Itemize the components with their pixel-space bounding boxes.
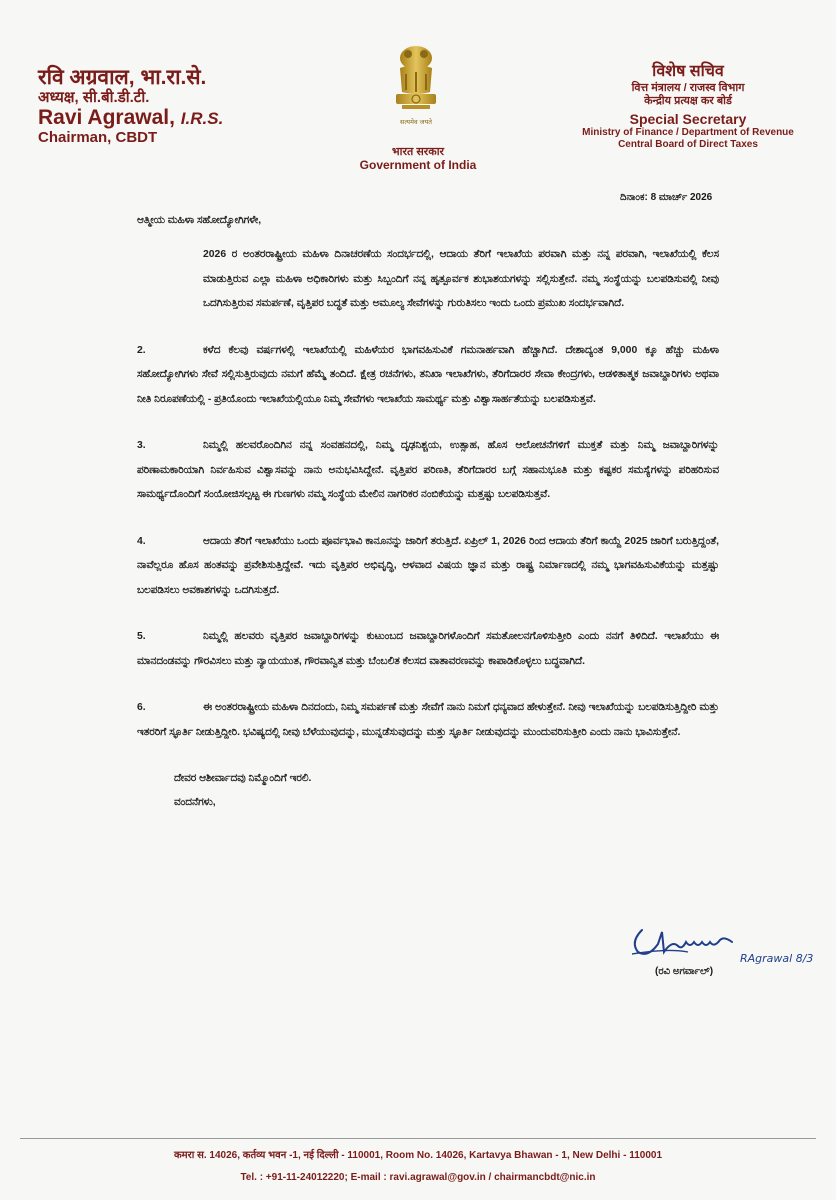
paragraph-number: 5.	[137, 631, 146, 642]
board-hindi: केन्द्रीय प्रत्यक्ष कर बोर्ड	[644, 94, 732, 107]
footer-contact: Tel. : +91-11-24012220; E-mail : ravi.agrawal@gov.in / chairmancbdt@nic.in	[240, 1172, 596, 1183]
signatory-name: (ರವಿ ಅಗರ್ವಾಲ್)	[655, 966, 714, 977]
paragraph-text: ಈ ಅಂತರರಾಷ್ಟ್ರೀಯ ಮಹಿಳಾ ದಿನದಂದು, ನಿಮ್ಮ ಸಮರ್ಪಣೆ ಮತ್ತು ಸೇವೆಗೆ ನಾನು ನಿಮಗೆ ಧನ್ಯವಾದ ಹೇಳುತ್ತೇನೆ. ನೀವು ಇಲಾಖೆಯನ್ನು ಬಲಪಡಿಸುತ್ತಿದ್ದೀರಿ ಮತ್ತು ಇತರರಿಗೆ ಸ್ಫೂರ್ತಿ ನೀಡುತ್ತಿದ್ದೀರಿ. ಭವಿಷ್ಯದಲ್ಲಿ ನೀವು ಬೆಳೆಯುವುದನ್ನು, ಮುನ್ನಡೆಸುವುದನ್ನು ಮತ್ತು ಸ್ಫೂರ್ತಿ ನೀಡುವುದನ್ನು ಮುಂದುವರಿಸುತ್ತೀರಿ ಎಂದು ನಾನು ಭಾವಿಸುತ್ತೇನೆ.	[137, 702, 719, 738]
letter-body	[137, 215, 719, 815]
paragraph-number: 3.	[137, 440, 146, 451]
paragraph-text: ಕಳೆದ ಕೆಲವು ವರ್ಷಗಳಲ್ಲಿ ಇಲಾಖೆಯಲ್ಲಿ ಮಹಿಳೆಯರ ಭಾಗವಹಿಸುವಿಕೆ ಗಮನಾರ್ಹವಾಗಿ ಹೆಚ್ಚಾಗಿದೆ. ದೇಶಾದ್ಯಂತ 9,000 ಕ್ಕೂ ಹೆಚ್ಚು ಮಹಿಳಾ ಸಹೋದ್ಯೋಗಿಗಳು ಸೇವೆ ಸಲ್ಲಿಸುತ್ತಿರುವುದು ನಮಗೆ ಹೆಮ್ಮೆ ತಂದಿದೆ. ಕ್ಷೇತ್ರ ರಚನೆಗಳು, ತನಿಖಾ ಇಲಾಖೆಗಳು, ತೆರಿಗೆದಾರರ ಸೇವಾ ಕೇಂದ್ರಗಳು, ಆಡಳಿತಾತ್ಮಕ ಜವಾಬ್ದಾರಿಗಳು ಅಥವಾ ನೀತಿ ನಿರೂಪಣೆಯಲ್ಲಿ - ಪ್ರತಿಯೊಂದು ಇಲಾಖೆಯಲ್ಲಿಯೂ ನಿಮ್ಮ ಸೇವೆಗಳು ಇಲಾಖೆಯ ಸಾಮರ್ಥ್ಯ ಮತ್ತು ವಿಶ್ವಾಸಾರ್ಹತೆಯನ್ನು ಬಲಪಡಿಸುತ್ತವೆ.	[137, 344, 719, 405]
footer	[0, 1145, 836, 1189]
emblem-motto: सत्यमेव जयते	[400, 118, 432, 126]
govt-hindi: भारत सरकार	[391, 146, 445, 158]
footer-divider	[20, 1138, 816, 1139]
letterhead-left	[38, 66, 223, 147]
paragraph-2	[137, 339, 719, 413]
paragraph-number: 2.	[137, 344, 146, 356]
letterhead-right	[568, 63, 808, 151]
closing	[137, 767, 719, 815]
paragraph-1	[137, 243, 719, 317]
paragraph-number: 4.	[137, 535, 146, 547]
paragraph-4	[137, 530, 719, 604]
designation-hindi: अध्यक्ष, सी.बी.डी.टी.	[38, 88, 150, 106]
regards: ವಂದನೆಗಳು,	[174, 797, 216, 808]
paragraph-text: 2026 ರ ಅಂತರರಾಷ್ಟ್ರೀಯ ಮಹಿಳಾ ದಿನಾಚರಣೆಯ ಸಂದರ್ಭದಲ್ಲಿ, ಆದಾಯ ತೆರಿಗೆ ಇಲಾಖೆಯ ಪರವಾಗಿ ಮತ್ತು ನನ್ನ ಪರವಾಗಿ, ಇಲಾಖೆಯಲ್ಲಿ ಕೆಲಸ ಮಾಡುತ್ತಿರುವ ಎಲ್ಲಾ ಮಹಿಳಾ ಅಧಿಕಾರಿಗಳು ಮತ್ತು ಸಿಬ್ಬಂದಿಗೆ ನನ್ನ ಹೃತ್ಪೂರ್ವಕ ಶುಭಾಶಯಗಳನ್ನು ಸಲ್ಲಿಸುತ್ತೇನೆ. ನಮ್ಮ ಸಂಸ್ಥೆಯನ್ನು ಬಲಪಡಿಸುವಲ್ಲಿ ನೀವು ಒದಗಿಸುತ್ತಿರುವ ಸಮರ್ಪಣೆ, ವೃತ್ತಿಪರ ಬದ್ಧತೆ ಮತ್ತು ಅಮೂಲ್ಯ ಸೇವೆಗಳನ್ನು ಗುರುತಿಸಲು ಇಂದು ಒಂದು ಪ್ರಮುಖ ಸಂದರ್ಭವಾಗಿದೆ.	[203, 249, 719, 309]
ministry-hindi: वित्त मंत्रालय / राजस्व विभाग	[631, 81, 745, 94]
name-hindi: रवि अग्रवाल, भा.रा.से.	[38, 66, 207, 89]
footer-address: कमरा स. 14026, कर्तव्य भवन -1, नई दिल्ली - 110001, Room No. 14026, Kartavya Bhawan - 1, New Delhi - 110001	[173, 1150, 663, 1161]
signature-text: RAgrawal 8/3	[740, 952, 814, 965]
name-english: Ravi Agrawal, I.R.S.	[38, 106, 224, 130]
title-hindi: विशेष सचिव	[652, 63, 724, 80]
paragraph-text: ನಿಮ್ಮಲ್ಲಿ ಹಲವರೊಂದಿಗಿನ ನನ್ನ ಸಂವಹನದಲ್ಲಿ, ನಿಮ್ಮ ದೃಢನಿಶ್ಚಯ, ಉತ್ಸಾಹ, ಹೊಸ ಆಲೋಚನೆಗಳಿಗೆ ಮುಕ್ತತೆ ಮತ್ತು ನಿಮ್ಮ ಜವಾಬ್ದಾರಿಗಳನ್ನು ಪರಿಣಾಮಕಾರಿಯಾಗಿ ನಿರ್ವಹಿಸುವ ವಿಶ್ವಾಸವನ್ನು ನಾನು ಅನುಭವಿಸಿದ್ದೇನೆ. ವೃತ್ತಿಪರ ಪರಿಣತಿ, ತೆರಿಗೆದಾರರ ಬಗ್ಗೆ ಸಹಾನುಭೂತಿ ಮತ್ತು ಕಷ್ಟಕರ ಸಮಸ್ಯೆಗಳನ್ನು ಪರಿಹರಿಸುವ ಸಾಮರ್ಥ್ಯದೊಂದಿಗೆ ಸಂಯೋಜಿಸಲ್ಪಟ್ಟ ಈ ಗುಣಗಳು ನಮ್ಮ ಸಂಸ್ಥೆಯ ಮೇಲಿನ ನಾಗರಿಕರ ನಂಬಿಕೆಯನ್ನು ಮತ್ತಷ್ಟು ಬಲಪಡಿಸುತ್ತವೆ.	[137, 440, 719, 500]
national-emblem	[368, 40, 464, 144]
blessing: ದೇವರ ಆಶೀರ್ವಾದವು ನಿಮ್ಮೊಂದಿಗೆ ಇರಲಿ.	[174, 773, 312, 784]
letterhead-center	[340, 146, 496, 172]
board-english: Central Board of Direct Taxes	[618, 139, 758, 151]
paragraph-3	[137, 434, 719, 508]
ministry-english: Ministry of Finance / Department of Revenue	[582, 127, 794, 139]
designation-english: Chairman, CBDT	[38, 128, 158, 146]
signature-scribble-icon	[628, 922, 814, 968]
paragraph-6	[137, 696, 719, 745]
letter-date: ದಿನಾಂಕ: 8 ಮಾರ್ಚ್ 2026	[620, 192, 713, 203]
paragraph-number: 6.	[137, 702, 146, 713]
salutation: ಆತ್ಮೀಯ ಮಹಿಳಾ ಸಹೋದ್ಯೋಗಿಗಳೇ,	[137, 215, 262, 226]
title-english: Special Secretary	[629, 110, 747, 127]
paragraph-text: ಆದಾಯ ತೆರಿಗೆ ಇಲಾಖೆಯು ಒಂದು ಪೂರ್ವಭಾವಿ ಕಾನೂನನ್ನು ಜಾರಿಗೆ ತರುತ್ತಿದೆ. ಏಪ್ರಿಲ್ 1, 2026 ರಿಂದ ಆದಾಯ ತೆರಿಗೆ ಕಾಯ್ದೆ 2025 ಜಾರಿಗೆ ಬರುತ್ತಿದ್ದಂತೆ, ನಾವೆಲ್ಲರೂ ಹೊಸ ಹಂತವನ್ನು ಪ್ರವೇಶಿಸುತ್ತಿದ್ದೇವೆ. ಇದು ವೃತ್ತಿಪರ ಅಭಿವೃದ್ಧಿ, ಆಳವಾದ ವಿಷಯ ಜ್ಞಾನ ಮತ್ತು ರಾಷ್ಟ್ರ ನಿರ್ಮಾಣದಲ್ಲಿ ನಮ್ಮ ಭಾಗವಹಿಸುವಿಕೆಯನ್ನು ಮತ್ತಷ್ಟು ಬಲಪಡಿಸಲು ಅವಕಾಶಗಳನ್ನು ಒದಗಿಸುತ್ತದೆ.	[137, 535, 719, 596]
paragraph-5	[137, 625, 719, 674]
emblem-icon	[386, 40, 446, 144]
govt-english: Government of India	[359, 157, 477, 172]
paragraph-text: ನಿಮ್ಮಲ್ಲಿ ಹಲವರು ವೃತ್ತಿಪರ ಜವಾಬ್ದಾರಿಗಳನ್ನು ಕುಟುಂಬದ ಜವಾಬ್ದಾರಿಗಳೊಂದಿಗೆ ಸಮತೋಲನಗೊಳಿಸುತ್ತೀರಿ ಎಂದು ನನಗೆ ತಿಳಿದಿದೆ. ಇಲಾಖೆಯು ಈ ಮಾನದಂಡವನ್ನು ಗೌರವಿಸಲು ಮತ್ತು ನ್ಯಾಯಯುತ, ಗೌರವಾನ್ವಿತ ಮತ್ತು ಬೆಂಬಲಿತ ಕೆಲಸದ ವಾತಾವರಣವನ್ನು ಕಾಪಾಡಿಕೊಳ್ಳಲು ಬದ್ಧವಾಗಿದೆ.	[137, 631, 719, 667]
